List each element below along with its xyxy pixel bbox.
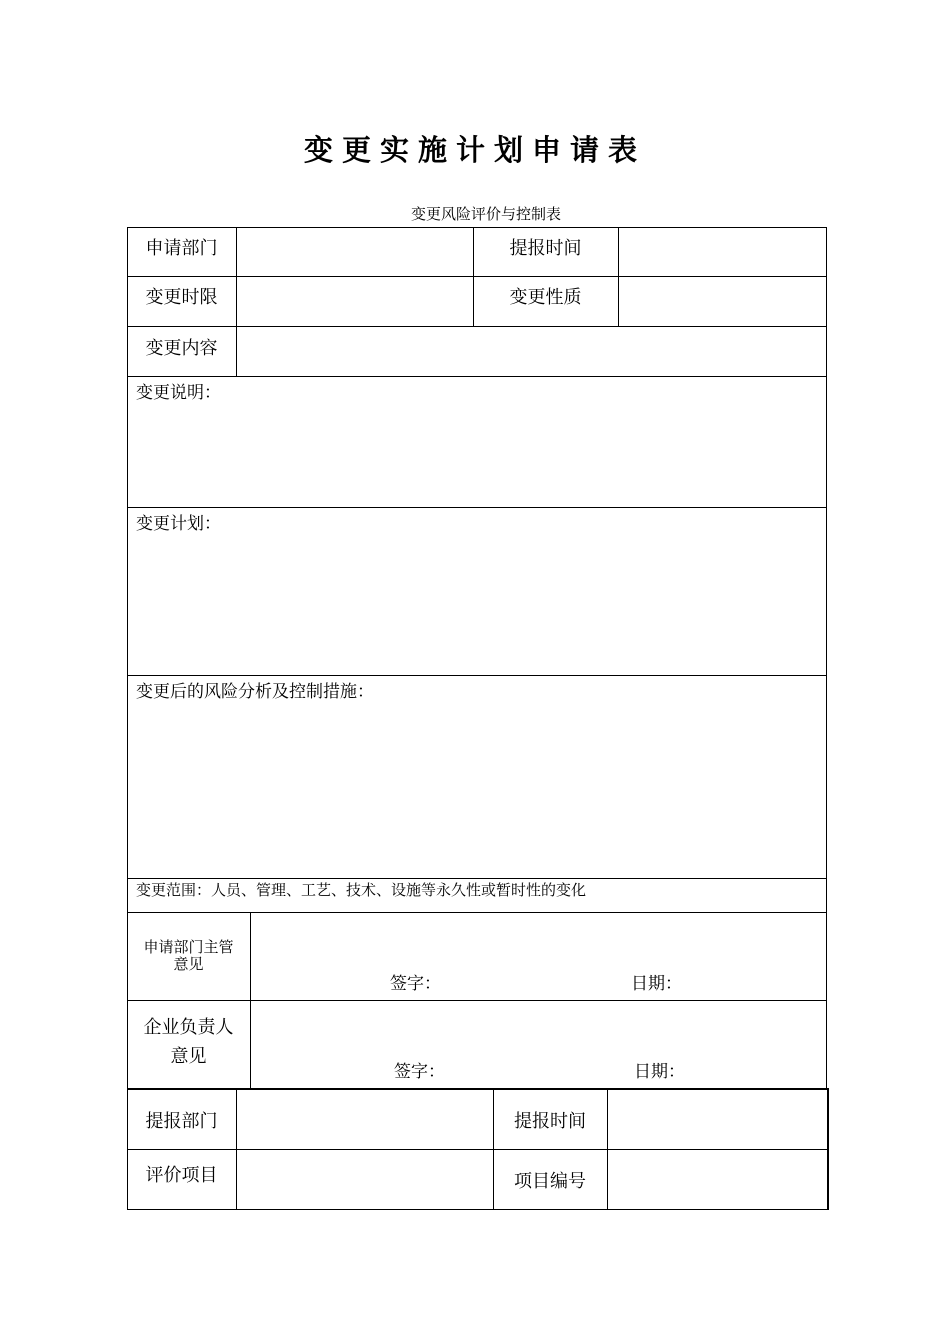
label-submit-time: 提报时间 [509, 238, 582, 259]
change-nature-field[interactable] [619, 277, 826, 326]
supervisor-date-label: 日期： [631, 974, 682, 994]
submit-time-field[interactable] [619, 228, 826, 276]
label-supervisor-line1: 申请部门主管 [143, 938, 234, 956]
label-owner-line2: 意见 [170, 1046, 207, 1067]
label-change-content: 变更内容 [145, 338, 218, 359]
label-risk-analysis: 变更后的风险分析及控制措施： [136, 682, 374, 702]
label-change-nature: 变更性质 [509, 287, 582, 308]
change-content-field[interactable] [237, 327, 826, 376]
row-divider [127, 675, 827, 676]
owner-date-label: 日期： [634, 1062, 685, 1082]
owner-signature-label: 签字： [394, 1062, 445, 1082]
label-change-deadline: 变更时限 [145, 287, 218, 308]
label-supervisor-opinion [127, 939, 250, 973]
row-divider [127, 507, 827, 508]
applying-department-field[interactable] [237, 228, 473, 276]
supervisor-opinion-field[interactable] [251, 913, 826, 1000]
project-number-field[interactable] [608, 1150, 827, 1209]
label-owner-opinion [127, 1013, 250, 1071]
document-subtitle: 变更风险评价与控制表 [410, 205, 561, 223]
table-border-right [827, 1088, 829, 1210]
table-border-bottom [127, 1209, 828, 1210]
submit-department-field[interactable] [237, 1090, 493, 1149]
document-title: 变更实施计划申请表 [303, 133, 646, 167]
label-owner-line1: 企业负责人 [143, 1017, 234, 1038]
label-change-plan: 变更计划： [136, 514, 221, 534]
supervisor-signature-label: 签字： [390, 974, 441, 994]
label-applying-department: 申请部门 [145, 238, 218, 259]
label-evaluation-item: 评价项目 [145, 1165, 218, 1186]
change-plan-field[interactable] [128, 532, 826, 674]
table-border-right [826, 227, 827, 1089]
label-change-explanation: 变更说明： [136, 383, 221, 403]
risk-analysis-field[interactable] [128, 700, 826, 877]
change-scope-note: 变更范围：人员、管理、工艺、技术、设施等永久性或暂时性的变化 [136, 881, 587, 899]
label-project-number: 项目编号 [514, 1171, 586, 1192]
label-eval-submit-time: 提报时间 [514, 1111, 586, 1132]
label-supervisor-line2: 意见 [173, 955, 204, 973]
change-explanation-field[interactable] [128, 400, 826, 506]
label-submit-department: 提报部门 [145, 1111, 218, 1132]
evaluation-item-field[interactable] [237, 1150, 493, 1209]
row-divider [127, 376, 827, 377]
owner-opinion-field[interactable] [251, 1001, 826, 1087]
change-deadline-field[interactable] [237, 277, 473, 326]
eval-submit-time-field[interactable] [608, 1090, 827, 1149]
